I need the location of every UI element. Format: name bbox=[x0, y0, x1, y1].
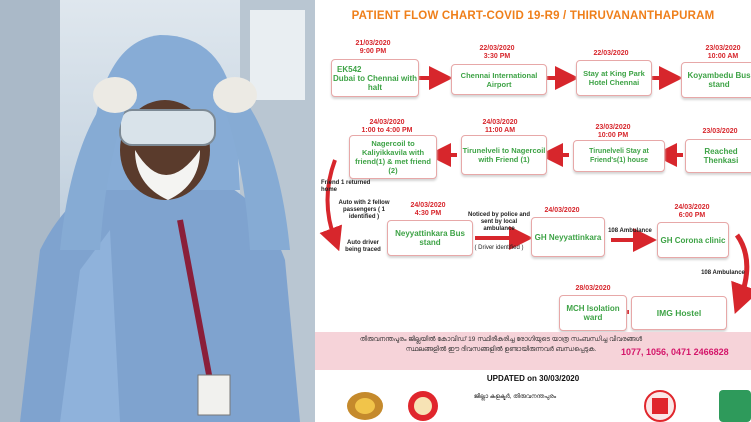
node-koyambedu: Koyambedu Bus stand bbox=[681, 62, 751, 98]
date-12: 28/03/2020 bbox=[575, 285, 611, 292]
collector-text: ജില്ലാ കളക്ടർ, തിരുവനന്തപുരം bbox=[473, 394, 557, 400]
chart-title: PATIENT FLOW CHART-COVID 19-R9 / THIRUVANANTHAPURAM bbox=[351, 10, 715, 22]
nhm-logo-icon bbox=[645, 391, 675, 421]
date-11: 24/03/2020 6:00 PM bbox=[674, 204, 710, 219]
node-mch-isolation: MCH Isolation ward bbox=[559, 295, 627, 331]
updated-date: UPDATED on 30/03/2020 bbox=[486, 374, 580, 383]
health-worker-photo bbox=[0, 0, 315, 422]
node-gh-corona-clinic: GH Corona clinic bbox=[657, 222, 729, 258]
node-nagercoil-kaliyikkavila: Nagercoil to Kaliyikkavila with friend(1) & met friend (2) bbox=[349, 135, 437, 179]
health-dept-seal-icon bbox=[408, 391, 438, 421]
date-3: 22/03/2020 bbox=[593, 50, 629, 57]
footer-logos bbox=[315, 384, 751, 422]
arogya-logo-icon bbox=[719, 390, 751, 422]
date-2: 22/03/2020 3:30 PM bbox=[479, 45, 515, 60]
note-friend-home: Friend 1 returned home bbox=[321, 180, 371, 193]
date-1: 21/03/2020 9:00 PM bbox=[355, 40, 391, 55]
note-auto-passengers: Auto with 2 fellow passengers ( 1 identified ) bbox=[338, 200, 390, 220]
helpline-numbers: 1077, 1056, 0471 2466828 bbox=[621, 347, 729, 357]
node-chennai-airport: Chennai International Airport bbox=[451, 64, 547, 95]
note-ambulance-1: 108 Ambulance bbox=[608, 228, 652, 234]
node-neyyattinkara-bus: Neyyattinkara Bus stand bbox=[387, 220, 473, 256]
date-4: 23/03/2020 10:00 AM bbox=[705, 45, 741, 60]
note-ambulance-2: 108 Ambulance bbox=[701, 270, 745, 276]
node-gh-neyyattinkara: GH Neyyattinkara bbox=[531, 217, 605, 257]
date-8: 24/03/2020 1:00 to 4:00 PM bbox=[361, 119, 413, 134]
helpline-band bbox=[315, 332, 751, 370]
node-king-park-hotel: Stay at King Park Hotel Chennai bbox=[576, 60, 652, 96]
node-tirunelveli-nagercoil: Tirunelveli to Nagercoil with Friend (1) bbox=[461, 135, 547, 175]
date-10: 24/03/2020 bbox=[544, 207, 580, 214]
kerala-emblem-icon bbox=[347, 392, 383, 420]
patient-flow-chart bbox=[315, 0, 751, 422]
date-9: 24/03/2020 4:30 PM bbox=[410, 202, 446, 217]
arrow-curve-right bbox=[737, 235, 747, 300]
date-5: 23/03/2020 bbox=[702, 128, 738, 135]
note-auto-driver: Auto driver being traced bbox=[345, 240, 381, 253]
node-img-hostel: IMG Hostel bbox=[631, 296, 727, 330]
node-dubai-to-chennai: EK542 Dubai to Chennai with halt bbox=[331, 59, 419, 97]
note-police: Noticed by police and sent by local ambulance bbox=[467, 212, 530, 232]
date-7: 24/03/2020 11:00 AM bbox=[482, 119, 518, 134]
note-driver-identified: ( Driver identified ) bbox=[474, 245, 524, 251]
node-thenkasi: Reached Thenkasi bbox=[685, 139, 751, 173]
date-6: 23/03/2020 10:00 PM bbox=[595, 124, 631, 139]
ppe-worker-illustration bbox=[0, 0, 315, 422]
malayalam-notice: തിരുവനന്തപുരം ജില്ലയിൽ കോവിഡ് 19 സ്ഥിരീകരിച്ച രോഗിയുടെ യാത്ര സംബന്ധിച്ച വിവരങ്ങൾ സ്ഥലങ്ങളിൽ ഈ ദിവസങ്ങളിൽ ഉണ്ടായിരുന്നവർ ബന്ധപ്പെടുക. bbox=[359, 336, 643, 353]
node-tirunelveli-stay: Tirunelveli Stay at Friend's(1) house bbox=[573, 140, 665, 172]
